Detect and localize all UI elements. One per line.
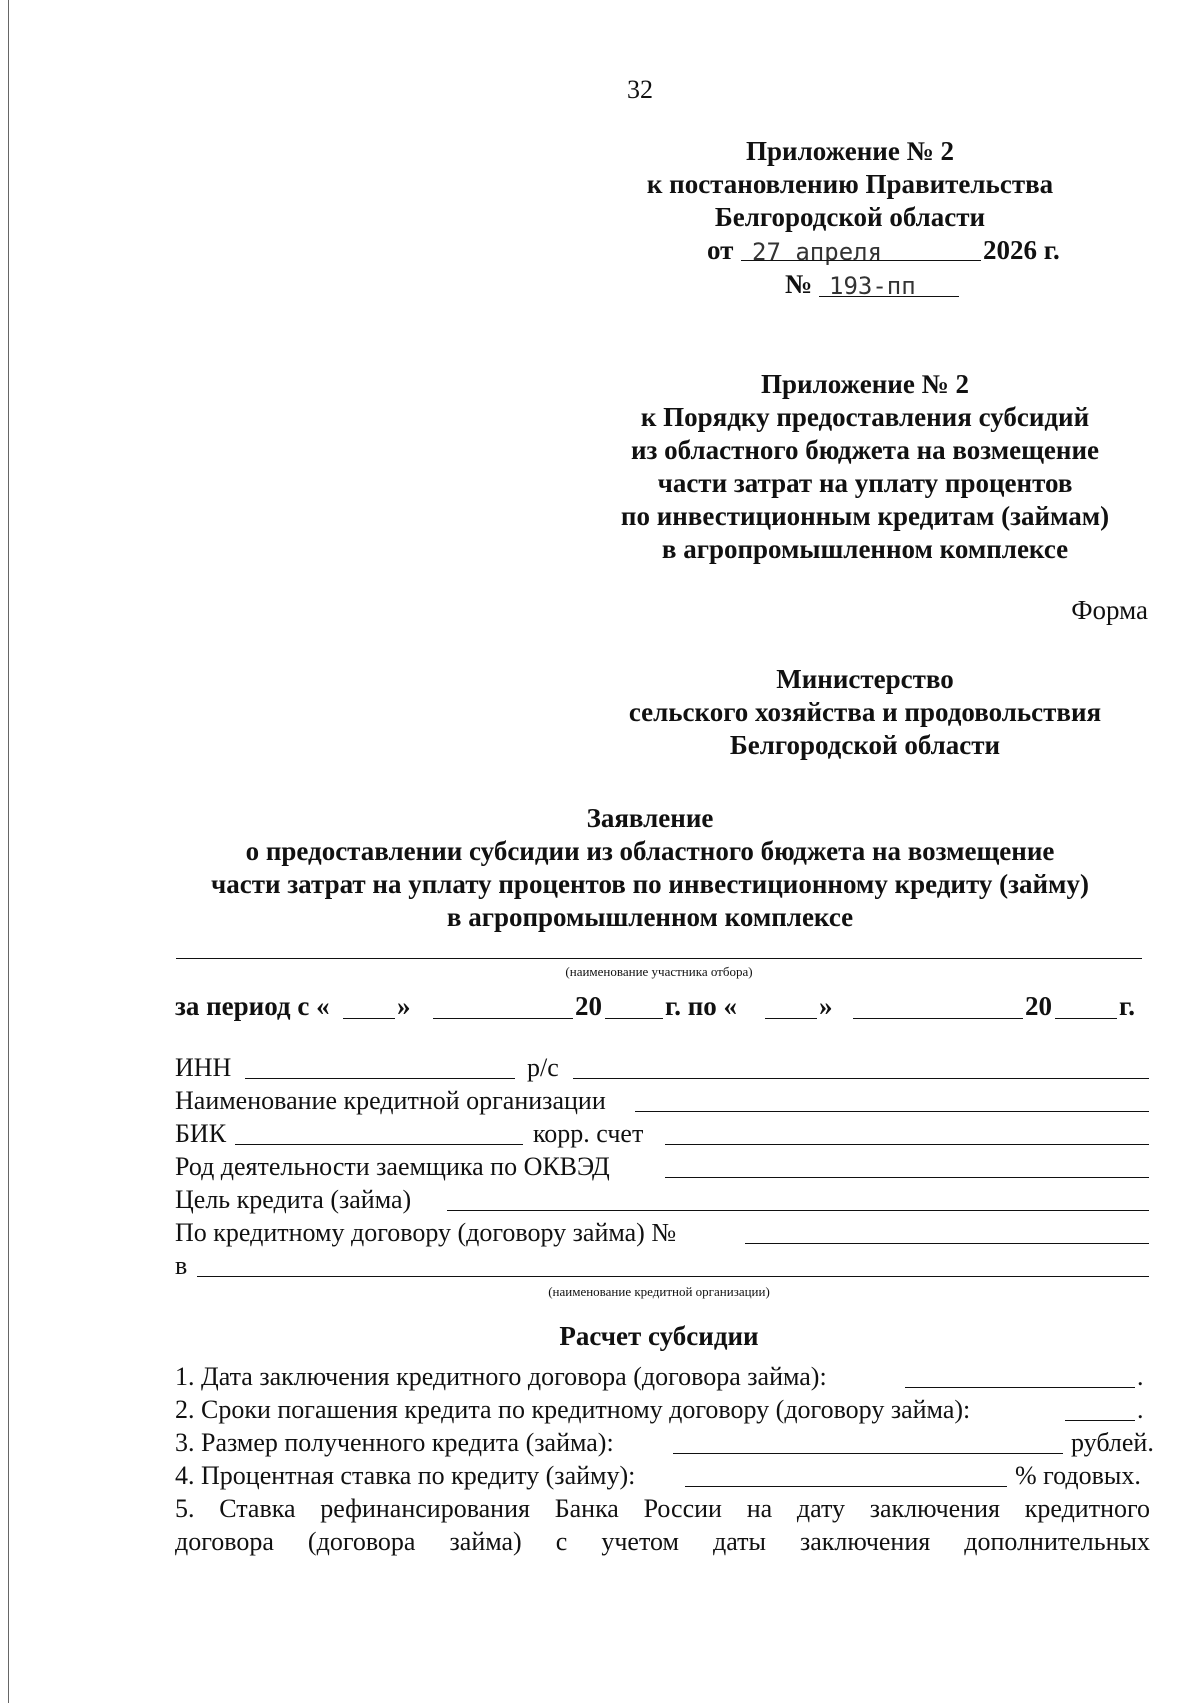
period-from-month-field[interactable] [433, 1018, 573, 1019]
credit-org-in-row [175, 1250, 1150, 1282]
period-row [175, 990, 1150, 1026]
application-subtitle-3: в агропромышленном комплексе [446, 902, 854, 932]
credit-org-field[interactable] [635, 1111, 1149, 1112]
credit-purpose-field[interactable] [447, 1210, 1149, 1211]
resolution-appendix-title: Приложение № 2 [746, 136, 954, 166]
resolution-appendix-block [600, 135, 1100, 234]
period-to-label: г. по « [665, 991, 738, 1021]
period-from-label: за период с « [175, 991, 330, 1021]
credit-purpose-row [175, 1184, 1150, 1216]
calc-item-4-label: 4. Процентная ставка по кредиту (займу): [175, 1461, 636, 1490]
calc-item-4-field[interactable] [685, 1486, 1007, 1487]
participant-name-field[interactable] [176, 958, 1142, 959]
calc-item-1 [175, 1361, 1150, 1393]
period-to-year-prefix: 20 [1025, 991, 1052, 1021]
procedure-line-1: Приложение № 2 [761, 369, 969, 399]
period-from-day-field[interactable] [343, 1018, 395, 1019]
rs-label: р/с [527, 1053, 559, 1082]
calc-item-3-end: рублей. [1071, 1428, 1154, 1457]
rs-field[interactable] [573, 1078, 1149, 1079]
participant-caption: (наименование участника отбора) [565, 964, 753, 979]
form-label: Форма [1071, 595, 1148, 625]
calc-item-1-label: 1. Дата заключения кредитного договора (договора займа): [175, 1362, 827, 1391]
period-from-year-prefix: 20 [575, 991, 602, 1021]
period-to-month-field[interactable] [853, 1018, 1023, 1019]
calc-item-4 [175, 1460, 1150, 1492]
date-suffix: 2026 г. [983, 235, 1060, 265]
inn-field[interactable] [245, 1078, 515, 1079]
period-from-quote: » [397, 991, 411, 1021]
scan-edge-line [8, 0, 9, 1703]
number-underline [819, 296, 959, 297]
resolution-number-row [785, 268, 985, 302]
date-handwritten: 27 апреля [752, 238, 883, 266]
procedure-line-2: к Порядку предоставления субсидий [640, 402, 1090, 432]
resolution-date-row [707, 234, 1127, 268]
credit-org-row [175, 1085, 1150, 1117]
procedure-line-4: части затрат на уплату процентов [657, 468, 1073, 498]
calc-item-2-end: . [1137, 1395, 1144, 1424]
ministry-line-2: сельского хозяйства и продовольствия [628, 697, 1102, 727]
bik-corr-row [175, 1118, 1150, 1150]
okved-row [175, 1151, 1150, 1183]
resolution-appendix-line3: Белгородской области [714, 202, 986, 232]
calc-item-3-label: 3. Размер полученного кредита (займа): [175, 1428, 614, 1457]
calculation-title: Расчет субсидии [559, 1321, 759, 1351]
credit-purpose-label: Цель кредита (займа) [175, 1185, 412, 1214]
calc-item-3 [175, 1427, 1154, 1459]
procedure-appendix-block [600, 368, 1130, 566]
inn-rs-row [175, 1052, 1150, 1084]
application-title-block [150, 802, 1150, 934]
bik-field[interactable] [235, 1144, 523, 1145]
application-title: Заявление [586, 803, 714, 833]
credit-org-caption: (наименование кредитной организации) [548, 1284, 770, 1299]
ministry-line-3: Белгородской области [729, 730, 1001, 760]
ministry-block [600, 663, 1130, 762]
number-prefix: № [785, 269, 813, 299]
calc-item-5-line-1: 5. Ставка рефинансирования Банка России на дату заключения кредитного [175, 1494, 1150, 1523]
application-subtitle-1: о предоставлении субсидии из областного бюджета на возмещение [245, 836, 1055, 866]
period-end-label: г. [1119, 991, 1135, 1021]
in-label: в [175, 1251, 188, 1280]
inn-label: ИНН [175, 1053, 232, 1082]
date-underline [741, 260, 981, 261]
calc-item-4-end: % годовых. [1015, 1461, 1141, 1490]
credit-org-in-field[interactable] [197, 1276, 1149, 1277]
period-to-day-field[interactable] [765, 1018, 817, 1019]
credit-org-label: Наименование кредитной организации [175, 1086, 606, 1115]
calc-item-2 [175, 1394, 1150, 1426]
bik-label: БИК [175, 1119, 227, 1148]
ministry-line-1: Министерство [776, 664, 954, 694]
corr-account-label: корр. счет [533, 1119, 644, 1148]
period-to-year-field[interactable] [1055, 1018, 1117, 1019]
period-from-year-field[interactable] [605, 1018, 663, 1019]
procedure-line-6: в агропромышленном комплексе [661, 534, 1069, 564]
application-subtitle-2: части затрат на уплату процентов по инвестиционному кредиту (займу) [211, 869, 1089, 899]
procedure-line-5: по инвестиционным кредитам (займам) [620, 501, 1110, 531]
calc-item-2-label: 2. Сроки погашения кредита по кредитному договору (договору займа): [175, 1395, 971, 1424]
contract-no-row [175, 1217, 1150, 1249]
okved-field[interactable] [665, 1177, 1149, 1178]
calc-item-2-field[interactable] [1065, 1420, 1135, 1421]
date-prefix: от [707, 235, 734, 265]
procedure-line-3: из областного бюджета на возмещение [631, 435, 1099, 465]
contract-no-field[interactable] [745, 1243, 1149, 1244]
number-handwritten: 193-пп [829, 272, 916, 300]
period-to-quote: » [819, 991, 833, 1021]
calc-item-5-line-2: договора (договора займа) с учетом даты заключения дополнительных [175, 1527, 1150, 1556]
contract-no-label: По кредитному договору (договору займа) № [175, 1218, 677, 1247]
calc-item-1-field[interactable] [905, 1387, 1135, 1388]
calc-item-3-field[interactable] [673, 1453, 1063, 1454]
calc-item-1-end: . [1137, 1362, 1144, 1391]
page-number: 32 [627, 75, 653, 104]
resolution-appendix-line2: к постановлению Правительства [646, 169, 1054, 199]
okved-label: Род деятельности заемщика по ОКВЭД [175, 1152, 610, 1181]
corr-account-field[interactable] [665, 1144, 1149, 1145]
